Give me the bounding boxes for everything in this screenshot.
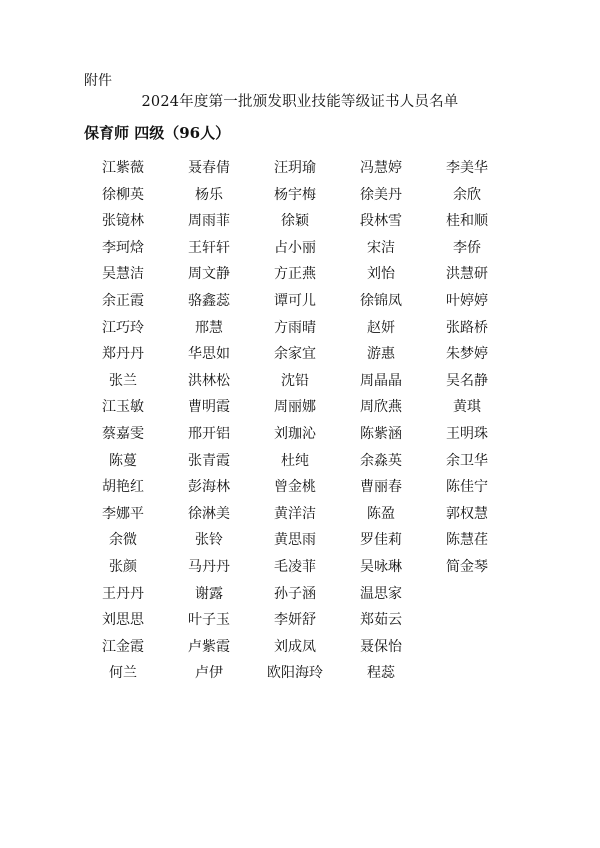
name-cell: 洪慧研 xyxy=(446,266,488,283)
name-cell: 王轩轩 xyxy=(188,239,230,256)
name-cell: 胡艳红 xyxy=(102,479,144,496)
name-cell: 郑丹丹 xyxy=(102,346,144,363)
name-cell: 李侨 xyxy=(453,239,481,256)
name-cell: 杨乐 xyxy=(195,186,223,203)
name-cell: 谢露 xyxy=(195,585,223,602)
name-cell: 朱梦婷 xyxy=(446,346,488,363)
name-cell: 张铃 xyxy=(195,532,223,549)
name-cell: 江玉敏 xyxy=(102,399,144,416)
name-cell: 江巧玲 xyxy=(102,319,144,336)
name-cell: 李娜平 xyxy=(102,505,144,522)
name-cell: 何兰 xyxy=(109,665,137,682)
name-cell: 华思如 xyxy=(188,346,230,363)
name-cell: 陈佳宁 xyxy=(446,479,488,496)
name-cell: 徐淋美 xyxy=(188,505,230,522)
name-cell: 洪林松 xyxy=(188,372,230,389)
name-cell: 温思家 xyxy=(360,585,402,602)
name-cell: 徐柳英 xyxy=(102,186,144,203)
name-cell: 周文静 xyxy=(188,266,230,283)
name-cell: 张青霞 xyxy=(188,452,230,469)
name-cell: 叶子玉 xyxy=(188,612,230,629)
name-cell: 马丹丹 xyxy=(188,558,230,575)
name-cell: 李珂焓 xyxy=(102,239,144,256)
name-cell: 聂保怡 xyxy=(360,638,402,655)
name-cell: 江金霞 xyxy=(102,638,144,655)
name-cell xyxy=(424,634,510,661)
name-cell: 江紫薇 xyxy=(102,160,144,176)
name-cell: 陈蔓 xyxy=(109,452,137,469)
name-cell: 王明珠 xyxy=(446,425,488,442)
name-cell: 桂和顺 xyxy=(446,213,488,230)
name-cell: 孙子涵 xyxy=(274,585,316,602)
name-cell: 周欣燕 xyxy=(360,399,402,416)
name-cell: 周雨菲 xyxy=(188,213,230,230)
name-cell: 张镜林 xyxy=(102,213,144,230)
name-cell: 曹丽春 xyxy=(360,479,402,496)
name-cell: 周晶晶 xyxy=(360,372,402,389)
name-cell: 徐颖 xyxy=(281,213,309,230)
name-cell: 刘怡 xyxy=(367,266,395,283)
name-cell: 游惠 xyxy=(367,346,395,363)
name-cell: 卢伊 xyxy=(195,665,223,682)
category-heading: 保育师 四级（96人） xyxy=(84,124,231,142)
name-cell: 赵妍 xyxy=(367,319,395,336)
name-cell: 毛凌菲 xyxy=(274,558,316,575)
name-cell: 黄洋洁 xyxy=(274,505,316,522)
name-cell: 吴咏琳 xyxy=(360,558,402,575)
name-cell: 陈盈 xyxy=(367,505,395,522)
name-cell: 方雨晴 xyxy=(274,319,316,336)
name-cell: 陈紫涵 xyxy=(360,425,402,442)
name-cell: 余欣 xyxy=(453,186,481,203)
document-title: 2024年度第一批颁发职业技能等级证书人员名单 xyxy=(141,94,459,110)
name-cell: 李美华 xyxy=(446,160,488,176)
name-cell: 郭权慧 xyxy=(446,505,488,522)
name-cell: 邢开铝 xyxy=(188,425,230,442)
name-cell: 余家宜 xyxy=(274,346,316,363)
name-cell xyxy=(424,660,510,687)
name-cell: 陈慧荏 xyxy=(446,532,488,549)
name-cell: 杜纯 xyxy=(281,452,309,469)
name-cell: 张兰 xyxy=(109,372,137,389)
name-cell: 罗佳莉 xyxy=(360,532,402,549)
name-cell: 黄琪 xyxy=(453,399,481,416)
name-cell: 黄思雨 xyxy=(274,532,316,549)
name-cell: 彭海林 xyxy=(188,479,230,496)
name-cell: 徐锦凤 xyxy=(360,292,402,309)
name-cell: 刘珈沁 xyxy=(274,425,316,442)
name-cell: 汪玥瑜 xyxy=(274,160,316,176)
name-cell: 余淼英 xyxy=(360,452,402,469)
name-cell: 方正燕 xyxy=(274,266,316,283)
name-cell: 刘思思 xyxy=(102,612,144,629)
name-cell: 邢慧 xyxy=(195,319,223,336)
name-cell: 曾金桃 xyxy=(274,479,316,496)
name-cell: 杨宇梅 xyxy=(274,186,316,203)
name-cell: 谭可儿 xyxy=(274,292,316,309)
name-cell: 程蕊 xyxy=(367,665,395,682)
name-cell xyxy=(424,581,510,608)
name-cell: 简金琴 xyxy=(446,558,488,575)
name-cell: 余卫华 xyxy=(446,452,488,469)
name-cell: 吴慧洁 xyxy=(102,266,144,283)
name-cell: 曹明霞 xyxy=(188,399,230,416)
name-cell: 王丹丹 xyxy=(102,585,144,602)
name-cell: 蔡嘉雯 xyxy=(102,425,144,442)
name-cell: 余正霞 xyxy=(102,292,144,309)
name-cell: 刘成凤 xyxy=(274,638,316,655)
name-cell: 徐美丹 xyxy=(360,186,402,203)
name-cell: 叶婷婷 xyxy=(446,292,488,309)
name-cell: 张颜 xyxy=(109,558,137,575)
name-cell: 欧阳海玲 xyxy=(267,665,323,682)
name-cell: 郑茹云 xyxy=(360,612,402,629)
name-cell: 聂春倩 xyxy=(188,160,230,176)
name-cell: 骆鑫蕊 xyxy=(188,292,230,309)
name-cell: 张路桥 xyxy=(446,319,488,336)
name-cell: 周丽娜 xyxy=(274,399,316,416)
name-cell: 沈铅 xyxy=(281,372,309,389)
names-grid xyxy=(80,155,510,687)
name-cell: 卢紫霞 xyxy=(188,638,230,655)
name-cell: 冯慧婷 xyxy=(360,160,402,176)
attachment-label: 附件 xyxy=(84,73,112,89)
name-cell: 吴名静 xyxy=(446,372,488,389)
name-cell: 段林雪 xyxy=(360,213,402,230)
name-cell: 余微 xyxy=(109,532,137,549)
name-cell: 占小丽 xyxy=(274,239,316,256)
name-cell xyxy=(424,607,510,634)
name-cell: 宋洁 xyxy=(367,239,395,256)
name-cell: 李妍舒 xyxy=(274,612,316,629)
